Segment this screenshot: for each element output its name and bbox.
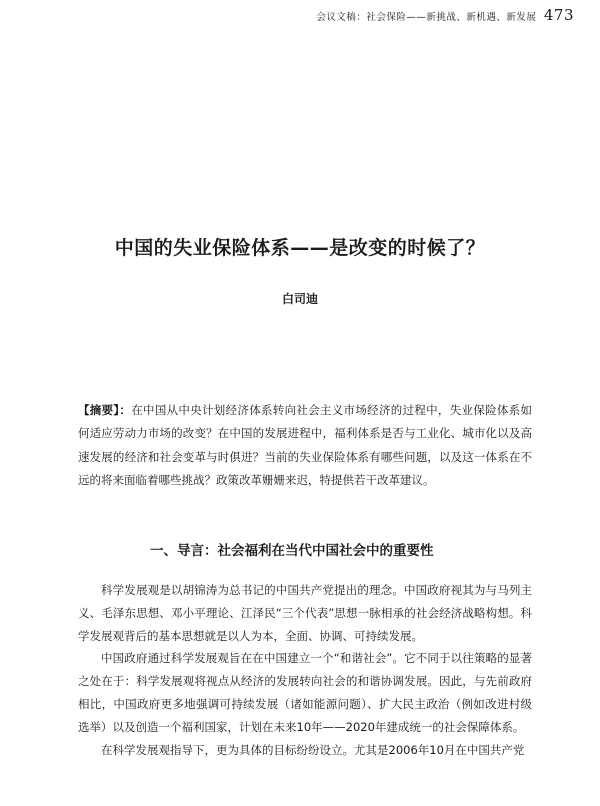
section-heading: 一、导言：社会福利在当代中国社会中的重要性 bbox=[150, 543, 434, 559]
paper-title: 中国的失业保险体系——是改变的时候了？ bbox=[114, 237, 486, 259]
page-number: 473 bbox=[543, 6, 574, 24]
running-header bbox=[316, 6, 574, 24]
abstract-label: 【摘要】： bbox=[78, 403, 132, 417]
paragraph: 中国政府通过科学发展观旨在在中国建立一个“和谐社会”。它不同于以往策略的显著之处在于：科学发展观将视点从经济的发展转向社会的和谐协调发展。因此，与先前政府相比，中国政府更多地强调可持续发展（诸如能源问题）、扩大民主政治（例如改进村级选举）以及创造一个福利国家，计划在未来10年——2020年建成统一的社会保障体系。 bbox=[78, 651, 532, 734]
body-text bbox=[78, 579, 532, 761]
author-name: 白司迪 bbox=[281, 292, 318, 306]
paragraph: 在科学发展观指导下，更为具体的目标纷纷设立。尤其是2006年10月在中国共产党 bbox=[101, 742, 525, 757]
running-title: 会议文稿：社会保险——新挑战、新机遇、新发展 bbox=[316, 12, 537, 23]
abstract-text: 在中国从中央计划经济体系转向社会主义市场经济的过程中，失业保险体系如何适应劳动力市场的改变？在中国的发展进程中，福利体系是否与工业化、城市化以及高速发展的经济和社会变革与时俱进？当前的失业保险体系有哪些问题，以及这一体系在不远的将来面临着哪些挑战？政策改革姗姗来迟，特提供若干改革建议。 bbox=[78, 403, 532, 487]
paragraph: 科学发展观是以胡锦涛为总书记的中国共产党提出的理念。中国政府视其为与马列主义、毛泽东思想、邓小平理论、江泽民“三个代表”思想一脉相承的社会经济战略构想。科学发展观背后的基本思想就是以人为本，全面、协调、可持续发展。 bbox=[78, 583, 532, 643]
abstract bbox=[78, 399, 532, 492]
